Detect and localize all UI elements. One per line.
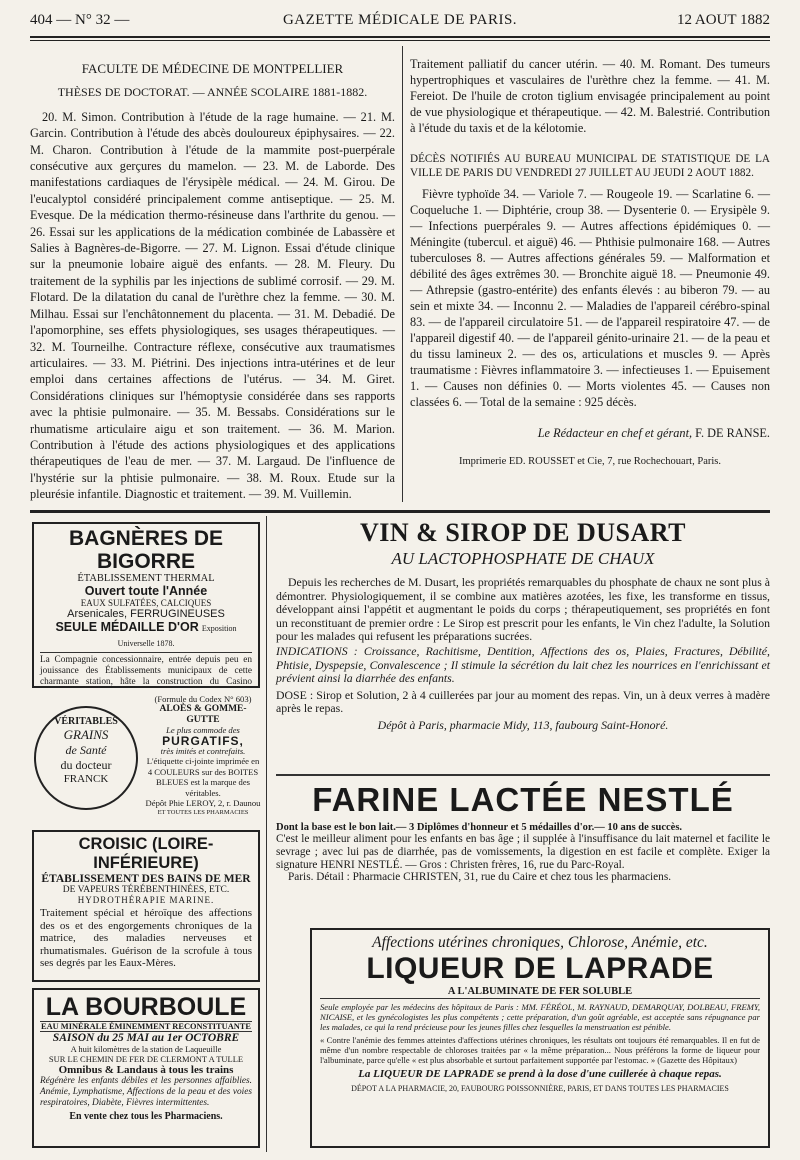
bagneres-line4: Arsenicales, FERRUGINEUSES <box>67 608 225 620</box>
ad-franck <box>32 694 260 822</box>
franck-line4: L'étiquette ci-jointe imprimée en 4 COULEURS sur des BOITES BLEUES est la marque des véritables. <box>146 756 260 798</box>
seal-line-4: du docteur <box>60 758 112 772</box>
journal-title: GAZETTE MÉDICALE DE PARIS. <box>282 12 518 28</box>
seal-line-2: GRAINS <box>63 727 109 742</box>
bourboule-line3: A huit kilomètres de la station de Laqueuille <box>70 1044 222 1054</box>
deces-statistics: Fièvre typhoïde 34. — Variole 7. — Rougeole 19. — Scarlatine 6. — Coqueluche 1. — Diphtérie, croup 38. — Dysenterie 0. — Erysipèle 9. — Infections puerpérales 9. — Autres affections épidémiques 0. — Méningite (tubercul. et aiguë) 46. — Phthisie pulmonaire 168. — Autres tuberculoses 8. — Autres affections générales 59. — Malformation et débilité des âges extrêmes 30. — Bronchite aiguë 18. — Pneumonie 49. — Athrepsie (gastro-entérite) des enfants élevés : au biberon 79. — au sein et mixte 34. — Inconnu 2. — Maladies de l'appareil cérébro-spinal 83. — de l'appareil circulatoire 51. — de l'appareil respiratoire 47. — de l'appareil digestif 40. — de l'appareil génito-urinaire 21. — de la peau et du tissu lamineux 2. — des os, articulations et muscles 9. — Après traumatisme : Fièvres inflammatoire 3. — infectieuses 1. — Epuisement 1. — Causes non définies 0. — Morts violentes 45. — Causes non classées 6. — Total de la semaine : 925 décès. <box>410 187 770 409</box>
imprimerie: Imprimerie ED. ROUSSET et Cie, 7, rue Rochechouart, Paris. <box>459 455 721 467</box>
dusart-title: VIN & SIROP DE DUSART <box>360 518 686 547</box>
signature <box>410 426 770 441</box>
franck-name: ALOÈS & GOMME-GUTTE <box>159 704 247 725</box>
bourboule-line2: SAISON du 25 MAI au 1er OCTOBRE <box>52 1032 240 1044</box>
franck-formule: (Formule du Codex N° 603) <box>154 694 252 704</box>
bagneres-title: BAGNÈRES DE BIGORRE <box>68 527 224 573</box>
left-column <box>30 62 395 503</box>
bourboule-line5: Omnibus & Landaus à tous les trains <box>58 1064 234 1076</box>
bagneres-line5: SEULE MÉDAILLE D'OR <box>55 620 199 634</box>
issue-date: 12 AOUT 1882 <box>676 12 770 28</box>
laprade-subtitle: A L'ALBUMINATE DE FER SOLUBLE <box>320 986 760 999</box>
signature-name: F. DE RANSE. <box>695 426 770 440</box>
seal-line-3: de Santé <box>65 743 107 757</box>
nestle-paris: Paris. Détail : Pharmacie CHRISTEN, 31, rue du Caire et chez tous les pharmaciens. <box>288 871 672 884</box>
croisic-title: CROISIC (LOIRE-INFÉRIEURE) <box>78 835 214 872</box>
bagneres-medal <box>40 620 252 650</box>
bagneres-body: La Compagnie concessionnaire, entrée depuis peu en jouissance des Établissements municipaux de cette charmante station, hâte la construction du Casino <box>40 652 252 688</box>
page-number: 404 — N° 32 — <box>30 12 130 28</box>
laprade-title: LIQUEUR DE LAPRADE <box>366 952 714 985</box>
franck-text <box>144 694 262 819</box>
page-header <box>30 12 770 34</box>
theses-continued: Traitement palliatif du cancer utérin. — 40. M. Romant. Des tumeurs hypertrophiques et vasculaires de l'urèthre chez la femme. — 41. M. Fereiot. De l'huile de croton tiglium envisagée principalement au point de vue physiologique et thérapeutique. — 42. M. Balestrié. Contribution à l'étude du taxis et de la kélotomie. <box>410 57 770 135</box>
signature-role: Le Rédacteur en chef et gérant, <box>537 426 693 440</box>
header-rule <box>30 36 770 38</box>
franck-line3: très imités et contrefaits. <box>160 746 246 757</box>
bourboule-footer: En vente chez tous les Pharmaciens. <box>69 1111 223 1122</box>
seal-line-5: FRANCK <box>63 773 109 785</box>
ad-croisic <box>32 830 260 982</box>
laprade-body2: « Contre l'anémie des femmes atteintes d'affections utérines chroniques, les résultats ont toujours été remarquables. Il en fut de même d'un nombre respectable de chloroses traitées par « la même préparation... Nous préférons la forme de liqueur pour l'albuminate, parce qu'elle « est plus absorbable et surtout parfaitement supportée par l'estomac. » (Gazette des Hôpitaux) <box>320 1035 760 1065</box>
faculty-title: FACULTE DE MÉDECINE DE MONTPELLIER <box>81 61 344 76</box>
croisic-body: Traitement spécial et héroïque des affections des os et des engorgements chroniques de la matrice, des maladies nerveuses et rhumatismales. Guérison de la scrofule à tous ses degrés par les Eaux-Mères. <box>40 907 252 970</box>
bagneres-line5b: Exposition Universelle 1878. <box>117 624 237 648</box>
laprade-footer: DÉPOT A LA PHARMACIE, 20, FAUBOURG POISSONNIÈRE, PARIS, ET DANS TOUTES LES PHARMACIES <box>351 1084 729 1093</box>
nestle-title: FARINE LACTÉE NESTLÉ <box>312 781 734 818</box>
ad-dusart <box>276 518 770 770</box>
deces-title: DÉCÈS NOTIFIÉS AU BUREAU MUNICIPAL DE STATISTIQUE DE LA VILLE DE PARIS DU VENDREDI 27 JUILLET AU JEUDI 2 AOUT 1882. <box>410 153 770 179</box>
croisic-line1: ÉTABLISSEMENT DES BAINS DE MER <box>41 873 251 885</box>
dusart-rule <box>276 774 770 776</box>
theses-subtitle: THÈSES DE DOCTORAT. — ANNÉE SCOLAIRE 1881-1882. <box>57 84 368 99</box>
header-rule-thin <box>30 40 770 41</box>
ad-bourboule <box>32 988 260 1148</box>
theses-list: 20. M. Simon. Contribution à l'étude de la rage humaine. — 21. M. Garcin. Contribution à l'étude des abcès douloureux épiphysaires. — 22. M. Charon. Contribution à l'étude de la mammite post-puerpérale consécutive aux gerçures du mamelon. — 23. M. de Laborde. Des manifestations cardiaques de l'érysipèle médical. — 24. M. Girou. De l'eucalyptol considéré principalement comme antiseptique. — 25. M. Evesque. De la médication thermo-résineuse dans l'arthrite du genou. — 26. Essai sur les applications de la médication combinée de Labassère et Salies à Bagnères-de-Bigorre. — 27. M. Lignon. Essai d'étude clinique sur la pneumonie lobaire aiguë des enfants. — 28. M. Fleury. Du traitement de la syphilis par les injections de sublimé corrosif. — 29. M. Flotard. De la dilatation du canal de l'urèthre chez la femme. — 30. M. Milhau. Essai sur l'enchâtonnement du placenta. — 31. M. Debadié. De l'apomorphine, ses effets physiologiques, ses usages thérapeutiques. — 32. M. Tourneilhe. Contracture réflexe, consécutive aux traumatismes articulaires. — 33. M. Piétrini. Des injections intra-utérines et de leur emploi dans certaines affections de l'utérus. — 34. M. Giret. Considérations cliniques sur l'hémoptysie considérée dans ses rapports avec la phtisie pulmonaire. — 35. M. Bessabs. Considérations sur le rhumatisme articulaire aigu et son traitement. — 36. M. Marion. Contribution à l'étude des actions physiologiques et des applications thérapeutiques de l'eau de mer. — 37. M. Largaud. De l'influence de l'hystérie sur la phtisie pulmonaire. — 38. M. Roux. Etude sur la pleurésie infantile. Diagnostic et traitement. — 39. M. Vuillemin. <box>30 109 395 502</box>
franck-line5: Dépôt Phie LEROY, 2, r. Daunou <box>145 798 261 809</box>
bagneres-line3: EAUX SULFATÉES, CALCIQUES <box>80 598 212 608</box>
right-column <box>410 56 770 470</box>
bourboule-body: Régénère les enfants débiles et les personnes affaiblies. Anémie, Lymphatisme, Affections de la peau et des voies respiratoires, Diabète, Fièvres intermittentes. <box>40 1076 252 1108</box>
seal-line-1: VÉRITABLES <box>54 716 118 727</box>
bourboule-line1: EAU MINÉRALE ÉMINEMMENT RECONSTITUANTE <box>41 1022 251 1031</box>
laprade-body1: Seule employée par les médecins des hôpitaux de Paris : MM. FÉRÉOL, M. RAYNAUD, DEMARQUAY, DOLBEAU, FREMY, NICAISE, et les gynécologistes les plus compétents ; cette préparation, d'un goût agréable, est acceptée sans répugnance par les malades, ce qui la rend précieuse pour les jeunes filles chez lesquelles la menstruation est pénible. <box>320 1002 760 1032</box>
bagneres-line1: ÉTABLISSEMENT THERMAL <box>77 573 215 584</box>
laprade-top: Affections utérines chroniques, Chlorose, Anémie, etc. <box>372 934 708 951</box>
franck-line1: Le plus commode des <box>166 725 240 736</box>
ad-bagneres <box>32 522 260 688</box>
dusart-subtitle: AU LACTOPHOSPHATE DE CHAUX <box>391 549 655 568</box>
bourboule-line4: SUR LE CHEMIN DE FER DE CLERMONT A TULLE <box>48 1054 244 1064</box>
dusart-body2: INDICATIONS : Croissance, Rachitisme, Dentition, Affections des os, Plaies, Fractures, Débilité, Phtisie, Dyspepsie, Convalescence ; Il stimule la sécrétion du lait chez les nourrices en l'enrichissant et prévient ainsi la diarrhée des enfants. <box>276 643 770 686</box>
dusart-body1: Depuis les recherches de M. Dusart, les propriétés remarquables du phosphate de chaux ne sont plus à démontrer. Physiologiquement, il se combine aux matières azotées, les fixe, les transforme en tissus, développant ainsi l'appétit et augmentant le poids du corps ; thérapeutiquement, ses propriétés en font un reconstituant de premier ordre : Le Sirop est prescrit pour les enfants, le Vin chez l'adulte, la Solution pour les malades qui refusent les préparations sucrées. <box>276 575 770 644</box>
dusart-body3: DOSE : Sirop et Solution, 2 à 4 cuillerées par jour au moment des repas. Vin, un à deux verres à madère après le repas. <box>276 687 770 716</box>
franck-line6: ET TOUTES LES PHARMACIES <box>157 809 249 817</box>
franck-line2: PURGATIFS, <box>162 733 244 748</box>
dusart-depot: Dépôt à Paris, pharmacie Midy, 113, faubourg Saint-Honoré. <box>377 717 669 732</box>
ad-nestle <box>276 782 770 920</box>
ads-separator <box>30 510 770 513</box>
bourboule-title: LA BOURBOULE <box>45 993 247 1021</box>
column-divider <box>402 46 403 502</box>
nestle-line1: Dont la base est le bon lait.— 3 Diplômes d'honneur et 5 médailles d'or.— 10 ans de succès. <box>276 822 683 833</box>
ad-laprade <box>310 928 770 1148</box>
ads-divider <box>266 516 267 1152</box>
franck-seal <box>34 706 138 810</box>
croisic-line2: DE VAPEURS TÉRÉBENTHINÉES, ETC. <box>62 885 230 895</box>
laprade-line: La LIQUEUR DE LAPRADE se prend à la dose d'une cuillerée à chaque repas. <box>358 1068 722 1080</box>
nestle-body: C'est le meilleur aliment pour les enfants en bas âge ; il supplée à l'insuffisance du lait maternel et facilite le sevrage ; avec lui pas de diarrhée, pas de vomissements, la digestion en est facile et complète. Exiger la signature HENRI NESTLÉ. — Gros : Christen frères, 16, rue du Parc-Royal. <box>276 833 770 871</box>
bagneres-line2: Ouvert toute l'Année <box>84 584 208 598</box>
croisic-line3: HYDROTHÉRAPIE MARINE. <box>77 895 215 905</box>
